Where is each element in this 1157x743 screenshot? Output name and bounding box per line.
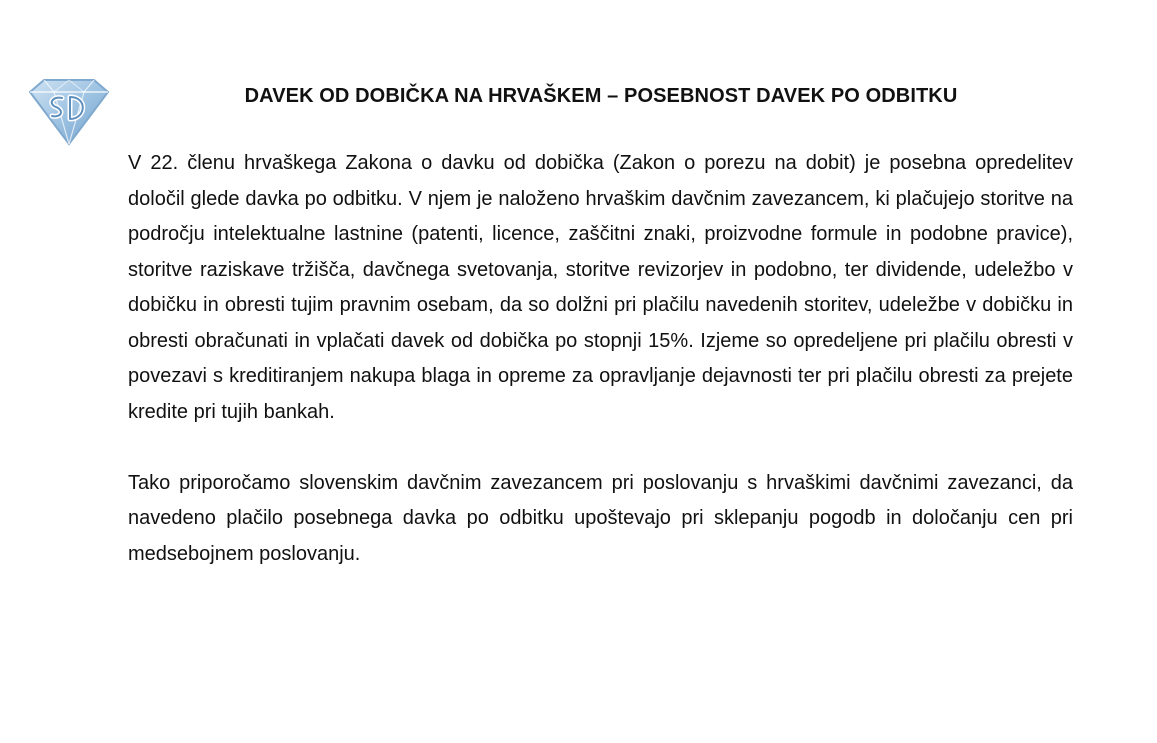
paragraph-1: V 22. členu hrvaškega Zakona o davku od dobička (Zakon o porezu na dobit) je posebna opredelitev določil glede davka po odbitku. V njem je naloženo hrvaškim davčnim zavezancem, ki plačujejo storitve na področju intelektualne lastnine (patenti, licence, zaščitni znaki, proizvodne formule in podobne pravice), storitve raziskave tržišča, davčnega svetovanja, storitve revizorjev in podobno, ter dividende, udeležbo v dobičku in obresti tujim pravnim osebam, da so dolžni pri plačilu navedenih storitev, udeležbe v dobičku in obresti obračunati in vplačati davek od dobička po stopnji 15%. Izjeme so opredeljene pri plačilu obresti v povezavi s kreditiranjem nakupa blaga in opreme za opravljanje dejavnosti ter pri plačilu obresti za prejete kredite pri tujih bankah. <box>128 152 1073 423</box>
document-title: DAVEK OD DOBIČKA NA HRVAŠKEM – POSEBNOST DAVEK PO ODBITKU <box>244 85 958 107</box>
paragraph-2: Tako priporočamo slovenskim davčnim zavezancem pri poslovanju s hrvaškimi davčnimi zavezanci, da navedeno plačilo posebnega davka po odbitku upoštevajo pri sklepanju pogodb in določanju cen pri medsebojnem poslovanju. <box>128 471 1073 565</box>
document-body <box>128 146 1073 572</box>
diamond-sd-logo-icon <box>26 74 112 148</box>
